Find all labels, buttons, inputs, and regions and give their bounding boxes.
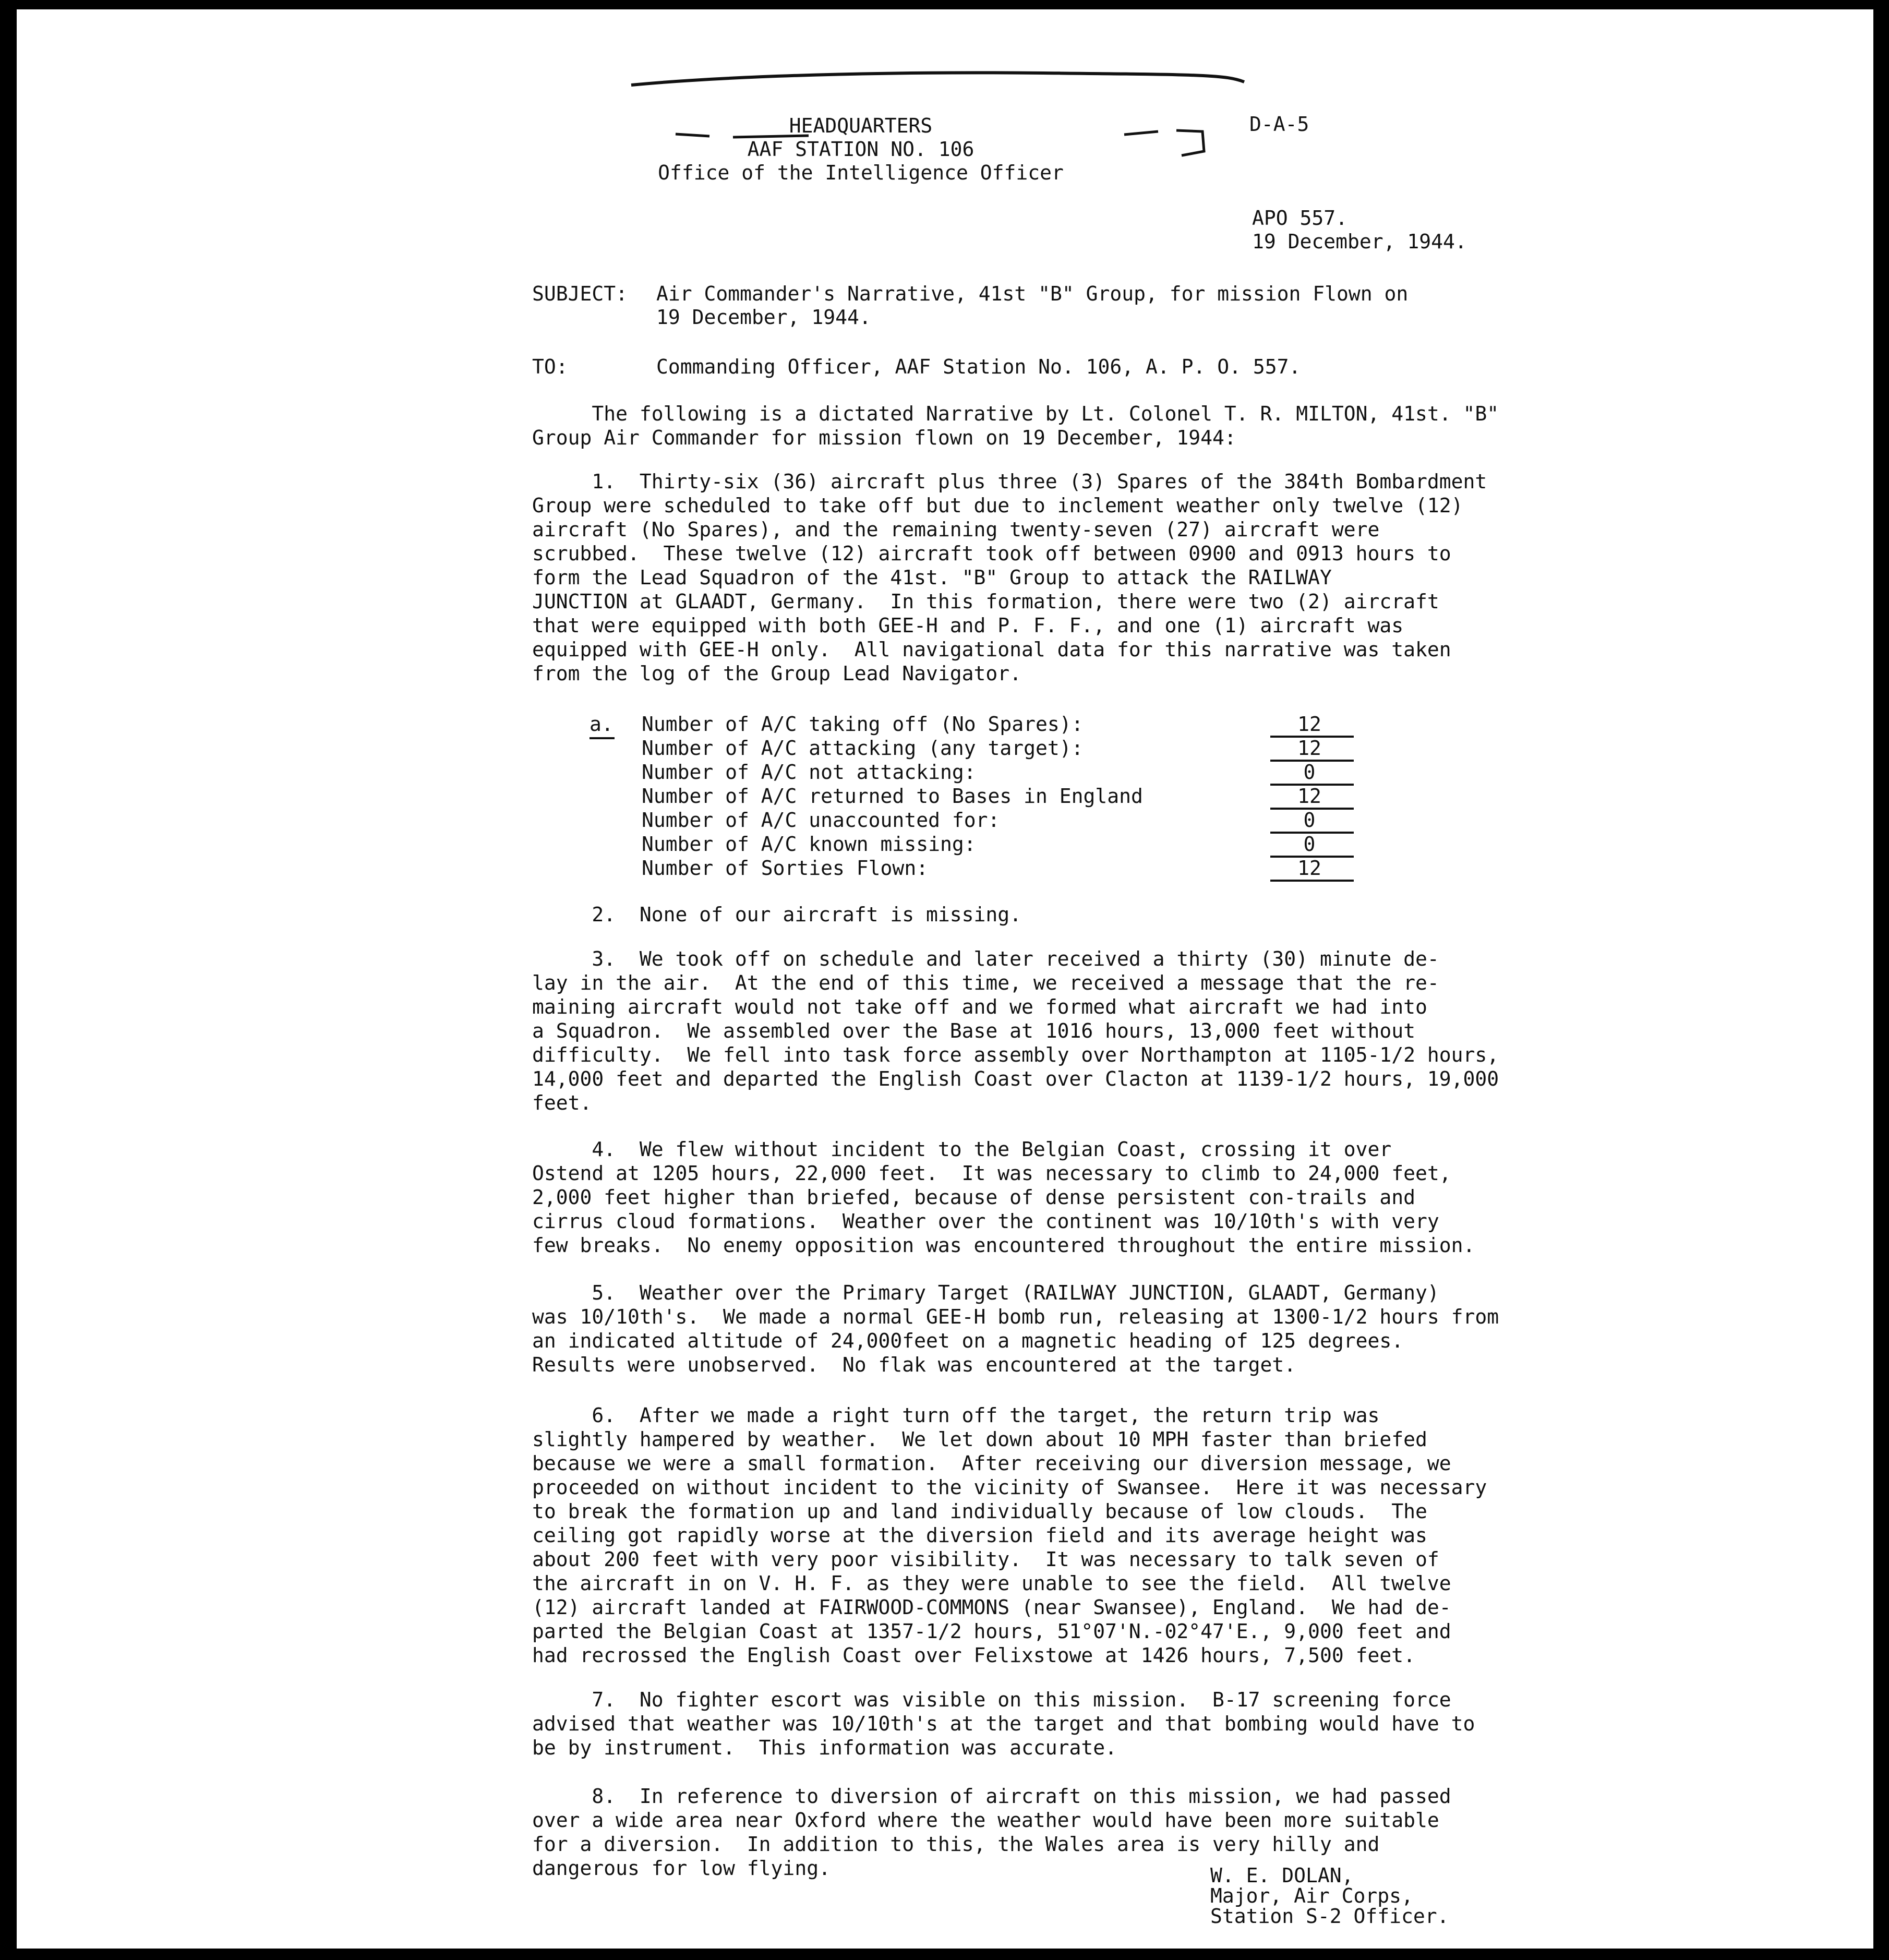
- subject-line-2: 19 December, 1944.: [656, 306, 871, 329]
- stats-rule: [1270, 880, 1354, 882]
- paragraph-8: 8. In reference to diversion of aircraft on this mission, we had passed over a wide area near Oxford where the weather would have been more suitable for a diversion. In addition to this, the Wales area is very hilly and dangerous for low flying.: [532, 1785, 1451, 1880]
- stats-label: Number of A/C attacking (any target):: [642, 737, 1084, 760]
- top-decorative-stroke: [626, 65, 1252, 97]
- apo-line: APO 557.: [1252, 207, 1348, 230]
- signature-rank: Major, Air Corps,: [1210, 1884, 1413, 1907]
- signature-name: W. E. DOLAN,: [1210, 1864, 1354, 1887]
- stats-label: Number of A/C known missing:: [642, 833, 976, 856]
- paragraph-7: 7. No fighter escort was visible on this mission. B-17 screening force advised that weather was 10/10th's at the target and that bombing would have to be by instrument. This information was accurate.: [532, 1688, 1475, 1759]
- paragraph-1: 1. Thirty-six (36) aircraft plus three (3) Spares of the 384th Bombardment Group were scheduled to take off but due to inclement weather only twelve (12) aircraft (No Spares), and the remaining twenty-seven (27) aircraft were scrubbed. These twelve (12) aircraft took off between 0900 and 0913 hours to form the Lead Squadron of the 41st. "B" Group to attack the RAILWAY JUNCTION at GLAADT, Germany. In this formation, there were two (2) aircraft that were equipped with both GEE-H and P. F. F., and one (1) aircraft was equipped with GEE-H only. All navigational data for this narrative was taken from the log of the Group Lead Navigator.: [532, 470, 1487, 685]
- stats-marker: a.: [589, 713, 613, 736]
- stats-label: Number of A/C returned to Bases in England: [642, 785, 1143, 808]
- stats-value: 12: [1297, 857, 1321, 880]
- header-office: Office of the Intelligence Officer: [658, 161, 1064, 184]
- stats-label: Number of A/C unaccounted for:: [642, 809, 1000, 832]
- document-code: D-A-5: [1249, 113, 1309, 136]
- subject-line-1: Air Commander's Narrative, 41st "B" Group, for mission Flown on: [656, 282, 1409, 305]
- stats-label: Number of A/C not attacking:: [642, 761, 976, 784]
- paragraph-6: 6. After we made a right turn off the target, the return trip was slightly hampered by weather. We let down about 10 MPH faster than briefed because we were a small formation. After receiving our diversion message, we proceeded on without incident to the vicinity of Swansee. Here it was necessary to break the formation up and land individually because of low clouds. The ceiling got rapidly worse at the diversion field and its average height was about 200 feet with very poor visibility. It was necessary to talk seven of the aircraft in on V. H. F. as they were unable to see the field. All twelve (12) aircraft landed at FAIRWOOD-COMMONS (near Swansee), England. We had de- parted the Belgian Coast at 1357-1/2 hours, 51°07'N.-02°47'E., 9,000 feet and had recrossed the English Coast over Felixstowe at 1426 hours, 7,500 feet.: [532, 1404, 1487, 1667]
- to-label: TO:: [532, 355, 568, 378]
- paragraph-2: 2. None of our aircraft is missing.: [532, 903, 1021, 926]
- stats-value: 12: [1297, 713, 1321, 736]
- intro-paragraph: The following is a dictated Narrative by Lt. Colonel T. R. MILTON, 41st. "B" Group Air Commander for mission flown on 19 December, 1944:: [532, 402, 1499, 449]
- subject-label: SUBJECT:: [532, 282, 628, 305]
- paragraph-4: 4. We flew without incident to the Belgian Coast, crossing it over Ostend at 1205 hours, 22,000 feet. It was necessary to climb to 24,000 feet, 2,000 feet higher than briefed, because of dense persistent con-trails and cirrus cloud formations. Weather over the continent was 10/10th's with very few breaks. No enemy opposition was encountered throughout the entire mission.: [532, 1138, 1475, 1257]
- stats-value: 12: [1297, 737, 1321, 760]
- paragraph-3: 3. We took off on schedule and later received a thirty (30) minute de- lay in the air. At the end of this time, we received a message that the re- maining aircraft would not take off and we formed what aircraft we had into a Squadron. We assembled over the Base at 1016 hours, 13,000 feet without difficulty. We fell into task force assembly over Northampton at 1105-1/2 hours, 14,000 feet and departed the English Coast over Clacton at 1139-1/2 hours, 19,000 feet.: [532, 947, 1499, 1114]
- header-headquarters: HEADQUARTERS: [789, 114, 933, 137]
- stats-label: Number of Sorties Flown:: [642, 857, 929, 880]
- to-addressee: Commanding Officer, AAF Station No. 106, A. P. O. 557.: [656, 355, 1301, 378]
- document-date: 19 December, 1944.: [1252, 230, 1467, 253]
- stats-value: 0: [1303, 833, 1316, 856]
- stats-value: 0: [1303, 761, 1316, 784]
- stats-value: 0: [1303, 809, 1316, 832]
- stats-label: Number of A/C taking off (No Spares):: [642, 713, 1084, 736]
- stats-value: 12: [1297, 785, 1321, 808]
- signature-title: Station S-2 Officer.: [1210, 1905, 1449, 1928]
- stats-marker-underline: [588, 736, 620, 741]
- paragraph-5: 5. Weather over the Primary Target (RAILWAY JUNCTION, GLAADT, Germany) was 10/10th's. We made a normal GEE-H bomb run, releasing at 1300-1/2 hours from an indicated altitude of 24,000feet on a magnetic heading of 125 degrees. Results were unobserved. No flak was encountered at the target.: [532, 1281, 1499, 1376]
- header-station: AAF STATION NO. 106: [747, 138, 974, 161]
